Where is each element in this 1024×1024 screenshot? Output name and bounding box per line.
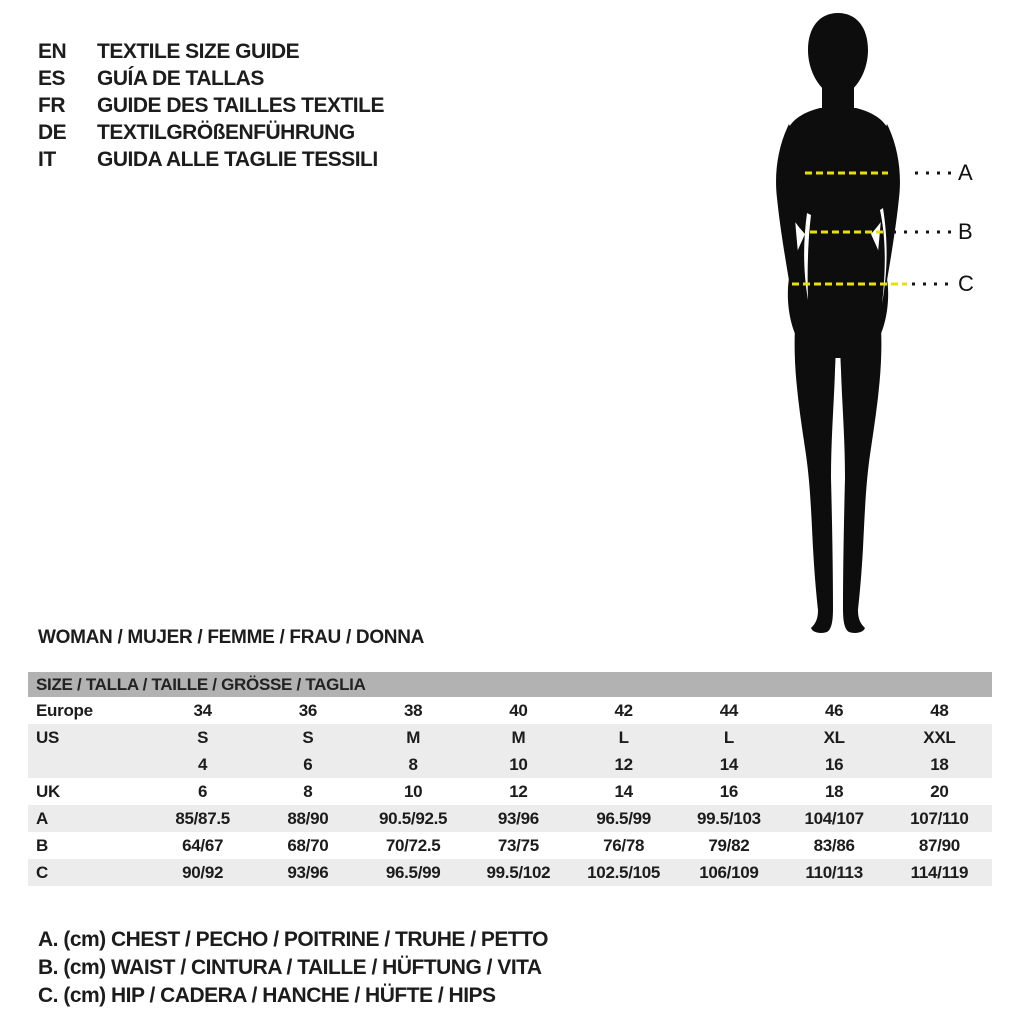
- table-cell: 96.5/99: [596, 809, 651, 828]
- table-cell: 4: [198, 755, 208, 774]
- table-cell: L: [618, 728, 629, 747]
- table-cell: 114/119: [910, 863, 969, 882]
- measure-label-a: A: [958, 160, 973, 185]
- language-title-text: GUIDE DES TAILLES TEXTILE: [97, 94, 384, 117]
- language-title-text: TEXTILE SIZE GUIDE: [97, 40, 300, 63]
- figure-area: [765, 8, 1000, 640]
- language-title-list: [38, 38, 384, 173]
- table-row: [28, 832, 992, 859]
- table-cell: 42: [614, 701, 633, 720]
- table-cell: 83/86: [813, 836, 855, 855]
- table-cell: 10: [509, 755, 528, 774]
- table-row: [28, 697, 992, 724]
- legend-row: B. (cm) WAIST / CINTURA / TAILLE / HÜFTUNG / VITA: [38, 956, 542, 979]
- table-cell: XL: [823, 728, 845, 747]
- table-cell: M: [511, 728, 526, 747]
- table-cell: 79/82: [708, 836, 750, 855]
- table-cell: 85/87.5: [175, 809, 230, 828]
- table-cell: 12: [509, 782, 528, 801]
- language-title-row: [38, 92, 384, 119]
- table-header: SIZE / TALLA / TAILLE / GRÖSSE / TAGLIA: [28, 672, 992, 697]
- table-row-label: Europe: [36, 701, 93, 720]
- table-cell: 64/67: [182, 836, 224, 855]
- table-cell: 48: [930, 701, 949, 720]
- table-cell: 16: [824, 755, 844, 774]
- table-cell: 102.5/105: [587, 863, 661, 882]
- table-cell: 90/92: [182, 863, 224, 882]
- table-cell: 36: [298, 701, 318, 720]
- language-code: DE: [38, 121, 67, 144]
- table-row: [28, 751, 992, 778]
- table-row-label: US: [36, 728, 60, 747]
- table-row-label: A: [36, 809, 48, 828]
- woman-silhouette: [765, 8, 1000, 640]
- size-table: [28, 672, 992, 886]
- table-cell: 14: [719, 755, 739, 774]
- table-cell: 34: [193, 701, 212, 720]
- legend-row: C. (cm) HIP / CADERA / HANCHE / HÜFTE / HIPS: [38, 984, 496, 1007]
- silhouette-right-leg: [840, 326, 881, 633]
- language-title-row: [38, 146, 384, 173]
- table-cell: 46: [824, 701, 844, 720]
- table-cell: 70/72.5: [385, 836, 441, 855]
- table-row: [28, 859, 992, 886]
- language-code: IT: [38, 148, 56, 171]
- table-row-label: UK: [36, 782, 60, 801]
- table-cell: 93/96: [497, 809, 539, 828]
- language-code: EN: [38, 40, 67, 63]
- table-cell: 10: [403, 782, 423, 801]
- table-cell: M: [406, 728, 421, 747]
- table-cell: 8: [303, 782, 313, 801]
- table-cell: 12: [614, 755, 633, 774]
- measurement-legend: [38, 926, 548, 1010]
- table-cell: 68/70: [287, 836, 329, 855]
- table-cell: S: [197, 728, 209, 747]
- table-row: [28, 778, 992, 805]
- table-cell: 18: [930, 755, 949, 774]
- table-row-label: C: [36, 863, 48, 882]
- section-title: WOMAN / MUJER / FEMME / FRAU / DONNA: [38, 627, 425, 648]
- table-cell: 88/90: [287, 809, 329, 828]
- table-cell: 87/90: [918, 836, 960, 855]
- table-cell: 6: [198, 782, 208, 801]
- table-cell: S: [302, 728, 314, 747]
- table-cell: XXL: [923, 728, 956, 747]
- table-cell: 107/110: [910, 809, 969, 828]
- language-code: ES: [38, 67, 66, 90]
- table-row: [28, 805, 992, 832]
- table-cell: 73/75: [497, 836, 539, 855]
- table-cell: 99.5/102: [486, 863, 551, 882]
- table-row-label: B: [36, 836, 48, 855]
- table-cell: 6: [303, 755, 313, 774]
- table-cell: 99.5/103: [696, 809, 761, 828]
- table-cell: 104/107: [804, 809, 864, 828]
- table-cell: 44: [719, 701, 739, 720]
- language-title-text: GUÍA DE TALLAS: [97, 67, 264, 90]
- table-cell: 106/109: [699, 863, 759, 882]
- table-body: [28, 697, 992, 886]
- table-cell: 93/96: [287, 863, 329, 882]
- table-cell: 38: [403, 701, 423, 720]
- table-cell: 96.5/99: [385, 863, 441, 882]
- measure-label-b: B: [958, 219, 973, 244]
- silhouette-left-leg: [795, 326, 836, 633]
- measure-label-c: C: [958, 271, 974, 296]
- table-cell: 40: [509, 701, 528, 720]
- table-cell: 90.5/92.5: [379, 809, 448, 828]
- legend-row: A. (cm) CHEST / PECHO / POITRINE / TRUHE / PETTO: [38, 928, 549, 951]
- table-row-label: [28, 751, 150, 778]
- table-cell: 14: [614, 782, 633, 801]
- table-cell: 20: [930, 782, 949, 801]
- table-cell: L: [723, 728, 734, 747]
- language-title-row: [38, 119, 384, 146]
- table-cell: 16: [719, 782, 739, 801]
- table-cell: 110/113: [805, 863, 863, 882]
- table-row: [28, 724, 992, 751]
- language-title-text: TEXTILGRÖßENFÜHRUNG: [97, 121, 355, 144]
- table-cell: 76/78: [603, 836, 645, 855]
- language-title-row: [38, 38, 384, 65]
- table-cell: 8: [408, 755, 418, 774]
- language-title-text: GUIDA ALLE TAGLIE TESSILI: [97, 148, 378, 171]
- language-code: FR: [38, 94, 65, 117]
- table-cell: 18: [824, 782, 844, 801]
- language-title-row: [38, 65, 384, 92]
